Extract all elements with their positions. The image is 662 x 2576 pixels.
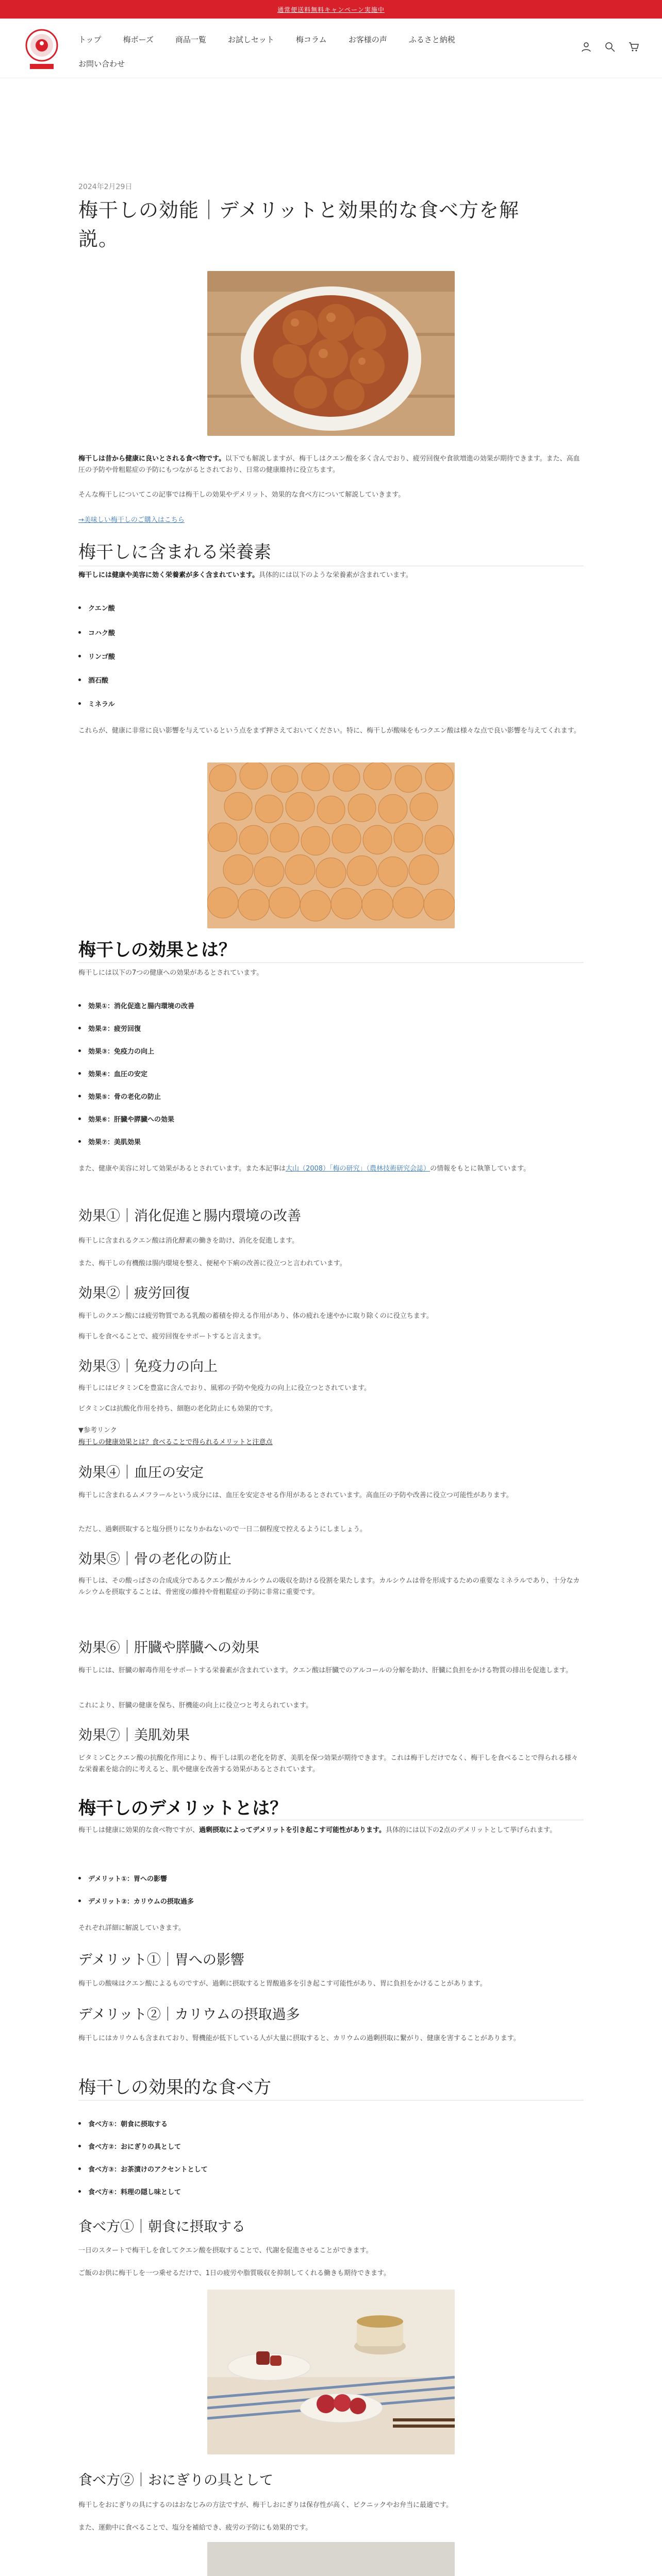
site-header (0, 19, 662, 78)
nav-column[interactable]: 梅コラム (295, 35, 327, 44)
purchase-link[interactable]: →美味しい梅干しのご購入はこちら (78, 516, 185, 524)
main-nav (78, 34, 501, 69)
intro-paragraph-2: そんな梅干しについてこの記事では梅干しの効果やデメリット、効果的な食べ方について解説していきます。 (78, 491, 405, 499)
effect-item: 効果⑤：骨の老化の防止 (78, 1091, 584, 1101)
effect-4-heading: 効果④｜血圧の安定 (78, 1465, 204, 1481)
effect-6-text: これにより、肝臓の健康を保ち、肝機能の向上に役立つと考えられています。 (78, 1702, 312, 1709)
onigiri-image (207, 2542, 455, 2576)
effect-7-heading: 効果⑦｜美肌効果 (78, 1727, 190, 1743)
effect-1-heading: 効果①｜消化促進と腸内環境の改善 (78, 1208, 301, 1224)
eat-item: 食べ方②：おにぎりの具として (78, 2141, 584, 2151)
effects-lead: 梅干しには以下の7つの健康への効果があるとされています。 (78, 969, 263, 977)
nutrient-item: 酒石酸 (78, 675, 584, 685)
announcement-text[interactable]: 通常便送料無料キャンペーン実施中 (277, 6, 385, 13)
nav-trial-set[interactable]: お試しセット (227, 35, 274, 44)
nutrient-item: コハク酸 (78, 628, 584, 637)
effect-item: 効果②：疲労回復 (78, 1023, 584, 1033)
effects-source: また、健康や美容に対して効果があるとされています。また本記事は大山（2008）「梅の研究」（農林技術研究会誌）の情報をもとに執筆しています。 (78, 1165, 531, 1173)
effect-item: 効果③：免疫力の向上 (78, 1046, 584, 1056)
nav-umebozu[interactable]: 梅ボーズ (123, 35, 154, 44)
demerit-2-text: 梅干しにはカリウムも含まれており、腎機能が低下している人が大量に摂取すると、カリウムの過剰摂取に繋がり、健康を害することがあります。 (78, 2035, 520, 2042)
effect-2-text: 梅干しを食べることで、疲労回復をサポートすると言えます。 (78, 1333, 266, 1341)
effect-6-heading: 効果⑥｜肝臓や膵臓への効果 (78, 1640, 259, 1656)
cart-icon[interactable] (628, 41, 639, 53)
nav-contact[interactable]: お問い合わせ (78, 59, 125, 69)
demerit-2-heading: デメリット②｜カリウムの摂取過多 (78, 2007, 300, 2023)
nav-reviews[interactable]: お客様の声 (348, 35, 387, 44)
search-icon[interactable] (604, 41, 616, 53)
eat-item: 食べ方③：お茶漬けのアクセントとして (78, 2164, 584, 2174)
effect-4-text: ただし、過剰摂取すると塩分摂りになりかねないので一日二個程度で控えるようにしましょう。 (78, 1526, 367, 1533)
effect-3-heading: 効果③｜免疫力の向上 (78, 1359, 218, 1375)
demerit-after: それぞれ詳細に解説していきます。 (78, 1924, 185, 1932)
article-date: 2024年2月29日 (78, 183, 133, 191)
nav-top[interactable]: トップ (78, 35, 102, 44)
method-1-text: 一日のスタートで梅干しを食してクエン酸を摂取することで、代謝を促進させることができます。 (78, 2247, 373, 2255)
eat-item: 食べ方④：料理の隠し味として (78, 2187, 584, 2196)
announcement-bar[interactable] (0, 0, 662, 19)
divider (78, 962, 584, 963)
hero-umeboshi-image (207, 271, 455, 436)
effect-1-text: 梅干しに含まれるクエン酸は消化酵素の働きを助け、消化を促進します。 (78, 1237, 299, 1245)
nutrients-after: これらが、健康に非常に良い影響を与えているという点をまず押さえておいてください。特に、梅干しが酸味をもつクエン酸は様々な点で良い影響を与えてくれます。 (78, 727, 581, 735)
method-2-text: また、運動中に食べることで、塩分を補給でき、疲労の予防にも効果的です。 (78, 2524, 312, 2532)
intro-paragraph: 梅干しは昔から健康に良いとされる食べ物です。以下でも解説しますが、梅干しはクエン酸を多く含んでおり、疲労回復や食欲増進の効果が期待できます。また、高血圧の予防や骨粗鬆症の予防にもつながるとされており、日常の健康維持に役立ちます。 (78, 455, 580, 474)
nav-furusato[interactable]: ふるさと納税 (408, 35, 455, 44)
account-icon[interactable] (581, 41, 592, 53)
nutrient-item: リンゴ酸 (78, 651, 584, 661)
reference-link[interactable]: 梅干しの健康効果とは？食べることで得られるメリットと注意点 (78, 1438, 273, 1446)
brand-logo[interactable] (23, 28, 61, 71)
effect-2-heading: 効果②｜疲労回復 (78, 1285, 190, 1301)
nutrients-lead: 梅干しには健康や美容に効く栄養素が多く含まれています。具体的には以下のような栄養素が含まれています。 (78, 571, 412, 579)
nutrient-item: クエン酸 (78, 603, 584, 613)
demerit-item: デメリット①：胃への影響 (78, 1873, 584, 1883)
demerit-lead: 梅干しは健康に効果的な食べ物ですが、過剰摂取によってデメリットを引き起こす可能性があります。具体的には以下の2点のデメリットとして挙げられます。 (78, 1826, 557, 1834)
effect-2-text: 梅干しのクエン酸には疲労物質である乳酸の蓄積を抑える作用があり、体の疲れを速やかに取り除くのに役立ちます。 (78, 1312, 433, 1320)
effect-7-text: ビタミンCとクエン酸の抗酸化作用により、梅干しは肌の老化を防ぎ、美肌を保つ効果が期待できます。これは梅干しだけでなく、梅干しを食べることで得られる様々な栄養素を総合的に考えると、肌や健康を改善する効果があるとされています。 (78, 1754, 578, 1773)
green-ume-image (207, 762, 455, 928)
source-link[interactable]: 大山（2008）「梅の研究」（農林技術研究会誌） (285, 1165, 431, 1173)
demerit-1-text: 梅干しの酸味はクエン酸によるものですが、過剰に摂取すると胃酸過多を引き起こす可能性があり、胃に負担をかけることがあります。 (78, 1980, 487, 1988)
eat-item: 食べ方①：朝食に摂取する (78, 2119, 584, 2128)
effect-1-text: また、梅干しの有機酸は腸内環境を整え、便秘や下痢の改善に役立つと言われています。 (78, 1260, 346, 1267)
demerit-heading: 梅干しのデメリットとは？ (78, 1798, 288, 1819)
reference-label: ▼参考リンク (78, 1427, 117, 1434)
effect-item: 効果⑦：美肌効果 (78, 1137, 584, 1146)
effect-5-heading: 効果⑤｜骨の老化の防止 (78, 1551, 231, 1567)
method-2-heading: 食べ方②｜おにぎりの具として (78, 2472, 273, 2488)
breakfast-image (207, 2290, 455, 2454)
demerit-1-heading: デメリット①｜胃への影響 (78, 1952, 244, 1968)
effect-6-text: 梅干しには、肝臓の解毒作用をサポートする栄養素が含まれています。クエン酸は肝臓でのアルコールの分解を助け、肝臓に負担をかける物質の排出を促進します。 (78, 1667, 572, 1674)
effect-item: 効果①：消化促進と腸内環境の改善 (78, 1001, 584, 1010)
method-1-text: ご飯のお供に梅干しを一つ乗せるだけで、1日の疲労や脂質吸収を抑制してくれる働きも期待できます。 (78, 2269, 390, 2277)
effect-3-text: 梅干しにはビタミンCを豊富に含んでおり、風邪の予防や免疫力の向上に役立つとされています。 (78, 1384, 371, 1392)
effect-4-text: 梅干しに含まれるムメフラールという成分には、血圧を安定させる作用があるとされています。高血圧の予防や改善に役立つ可能性があります。 (78, 1492, 513, 1499)
nutrients-heading: 梅干しに含まれる栄養素 (78, 542, 271, 563)
nutrient-item: ミネラル (78, 699, 584, 708)
effect-3-text: ビタミンCは抗酸化作用を持ち、細胞の老化防止にも効果的です。 (78, 1405, 277, 1413)
effect-item: 効果④：血圧の安定 (78, 1069, 584, 1078)
method-2-text: 梅干しをおにぎりの具にするのはおなじみの方法ですが、梅干しおにぎりは保存性が高く、ピクニックやお弁当に最適です。 (78, 2501, 453, 2509)
eat-heading: 梅干しの効果的な食べ方 (78, 2077, 271, 2098)
effect-5-text: 梅干しは、その酸っぱさの合成成分であるクエン酸がカルシウムの吸収を助ける役割を果たします。カルシウムは骨を形成するための重要なミネラルであり、十分なカルシウムを摂取することは、骨密度の維持や骨粗鬆症の予防に非常に重要です。 (78, 1577, 580, 1596)
method-1-heading: 食べ方①｜朝食に摂取する (78, 2219, 245, 2235)
demerit-item: デメリット②：カリウムの摂取過多 (78, 1896, 584, 1906)
effects-heading: 梅干しの効果とは？ (78, 940, 236, 960)
effect-item: 効果⑥：肝臓や膵臓への効果 (78, 1114, 584, 1124)
page-title: 梅干しの効能｜デメリットと効果的な食べ方を解 説。 (78, 199, 519, 250)
nav-products[interactable]: 商品一覧 (175, 35, 206, 44)
